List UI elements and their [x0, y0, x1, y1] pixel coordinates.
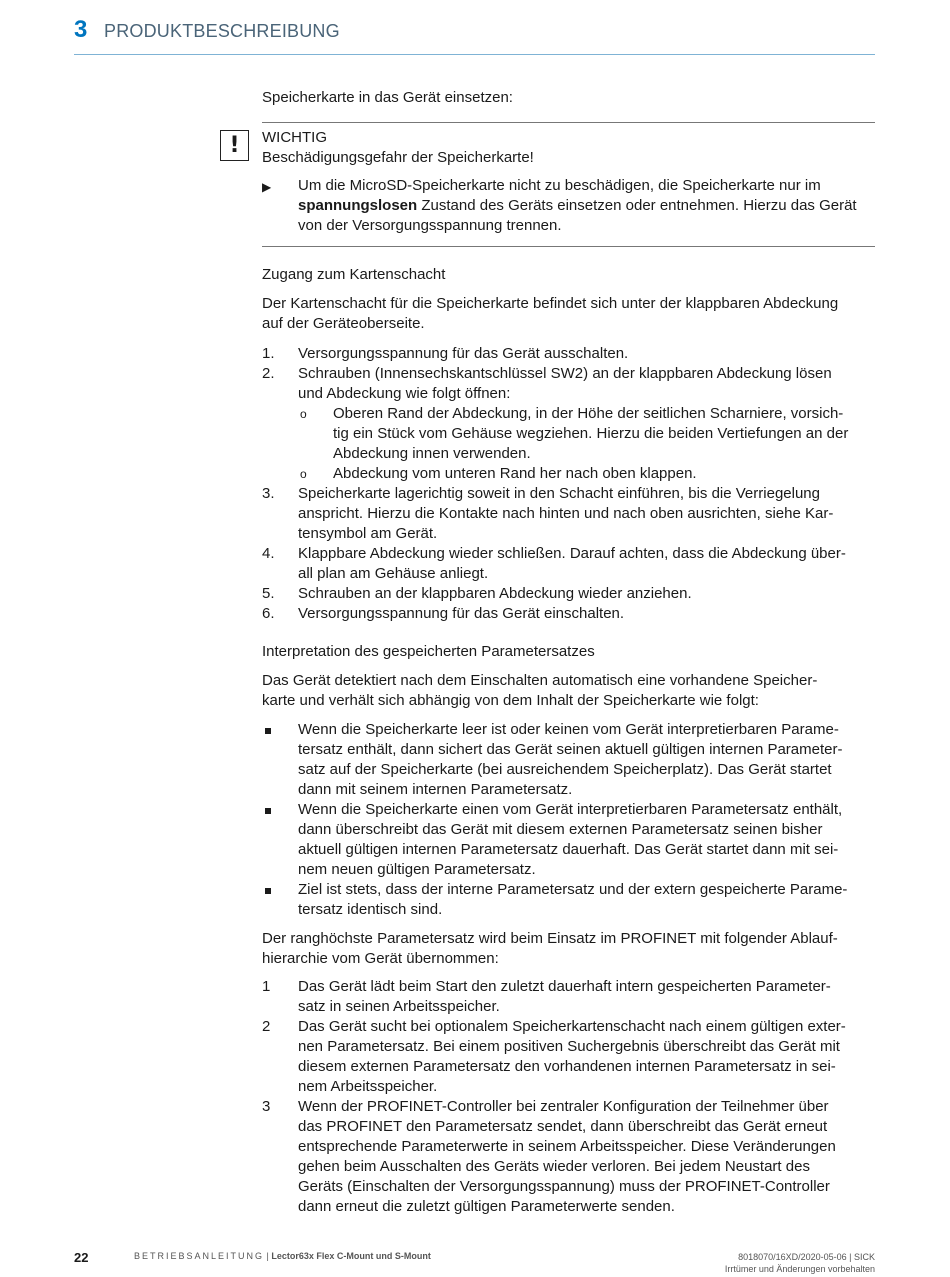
insert-heading: Speicherkarte in das Gerät einsetzen:	[262, 89, 513, 106]
page-header	[74, 14, 875, 55]
hierarchy-line: Wenn der PROFINET-Controller bei zentraler Konfiguration der Teilnehmer über	[298, 1098, 829, 1115]
substep-marker: o	[300, 407, 307, 421]
notice-line-3: von der Versorgungsspannung trennen.	[298, 217, 562, 234]
page-number: 22	[74, 1250, 89, 1265]
step-line: Versorgungsspannung für das Gerät ausschalten.	[298, 345, 629, 362]
step-line: Versorgungsspannung für das Gerät einschalten.	[298, 605, 625, 622]
hierarchy-line: entsprechende Parameterwerte in seinem Arbeitsspeicher. Diese Veränderungen	[298, 1138, 836, 1155]
hierarchy-line: diesem externen Parametersatz den vorhandenen internen Parametersatz in sei-	[298, 1058, 836, 1075]
chapter-number: 3	[74, 16, 88, 43]
bullet-line: Wenn die Speicherkarte einen vom Gerät interpretierbaren Parametersatz enthält,	[298, 801, 843, 818]
notice-line-2	[298, 196, 876, 216]
hierarchy-number: 1	[262, 978, 271, 995]
intro-line: karte und verhält sich abhängig von dem Inhalt der Speicherkarte wie folgt:	[262, 692, 759, 709]
notice-bottom-rule	[262, 246, 875, 247]
bullet-line: Wenn die Speicherkarte leer ist oder keinen vom Gerät interpretierbaren Parame-	[298, 721, 839, 738]
hierarchy-intro-line: hierarchie vom Gerät übernommen:	[262, 950, 499, 967]
bullet-line: tersatz identisch sind.	[298, 901, 443, 918]
step-line: anspricht. Hierzu die Kontakte nach hinten und nach oben ausrichten, siehe Kar-	[298, 505, 834, 522]
footer-product: Lector63x Flex C-Mount und S-Mount	[271, 1251, 431, 1261]
substep-line: Oberen Rand der Abdeckung, in der Höhe der seitlichen Scharniere, vorsich-	[333, 405, 844, 422]
substep-line: tig ein Stück vom Gehäuse wegziehen. Hierzu die beiden Vertiefungen an der	[333, 425, 849, 442]
access-heading: Zugang zum Kartenschacht	[262, 266, 446, 283]
hierarchy-line: gehen beim Ausschalten des Geräts wieder verloren. Bei jedem Neustart des	[298, 1158, 810, 1175]
notice-emphasis: spannungslosen	[298, 197, 418, 214]
square-bullet-icon	[265, 888, 271, 894]
step-number: 3.	[262, 485, 275, 502]
footer-doc-type: BETRIEBSANLEITUNG	[134, 1251, 265, 1261]
footer-separator: |	[264, 1251, 272, 1261]
step-line: all plan am Gehäuse anliegt.	[298, 565, 489, 582]
step-line: tensymbol am Gerät.	[298, 525, 438, 542]
notice-line-2-rest: Zustand des Geräts einsetzen oder entnehmen. Hierzu das Gerät	[417, 197, 857, 214]
substep-marker: o	[300, 467, 307, 481]
footer-right	[725, 1251, 875, 1275]
footer-doc-info	[134, 1251, 431, 1261]
notice-bullet	[262, 176, 876, 236]
footer-disclaimer: Irrtümer und Änderungen vorbehalten	[724, 1264, 875, 1274]
bullet-line: aktuell gültigen internen Parametersatz dauerhaft. Das Gerät startet dann mit sei-	[298, 841, 839, 858]
step-line: und Abdeckung wie folgt öffnen:	[298, 385, 511, 402]
access-intro-line: auf der Geräteoberseite.	[262, 315, 425, 332]
hierarchy-line: Das Gerät sucht bei optionalem Speicherkartenschacht nach einem gültigen exter-	[298, 1018, 846, 1035]
access-intro-line: Der Kartenschacht für die Speicherkarte befindet sich unter der klappbaren Abdeckung	[262, 295, 839, 312]
square-bullet-icon	[265, 808, 271, 814]
notice-line-1: Um die MicroSD-Speicherkarte nicht zu beschädigen, die Speicherkarte nur im	[298, 177, 821, 194]
hierarchy-number: 3	[262, 1098, 271, 1115]
substep-line: Abdeckung innen verwenden.	[333, 445, 531, 462]
step-line: Speicherkarte lagerichtig soweit in den Schacht einführen, bis die Verriegelung	[298, 485, 820, 502]
step-line: Schrauben an der klappbaren Abdeckung wieder anziehen.	[298, 585, 692, 602]
square-bullet-icon	[265, 728, 271, 734]
footer-doc-id: 8018070/16XD/2020-05-06 | SICK	[738, 1252, 875, 1262]
bullet-line: nem neuen gültigen Parametersatz.	[298, 861, 536, 878]
interpretation-intro	[262, 671, 876, 711]
hierarchy-line: satz in seinen Arbeitsspeicher.	[298, 998, 500, 1015]
access-intro	[262, 294, 876, 334]
notice-title: Beschädigungsgefahr der Speicherkarte!	[262, 149, 534, 166]
hierarchy-intro-line: Der ranghöchste Parametersatz wird beim Einsatz im PROFINET mit folgender Ablauf-	[262, 930, 838, 947]
bullet-arrow-icon: ▶	[262, 180, 272, 194]
hierarchy-line: dann erneut die zuletzt gültigen Parameterwerte senden.	[298, 1198, 675, 1215]
hierarchy-line: nen Parametersatz. Bei einem positiven Suchergebnis überschreibt das Gerät mit	[298, 1038, 840, 1055]
hierarchy-line: Das Gerät lädt beim Start den zuletzt dauerhaft intern gespeicherten Parameter-	[298, 978, 831, 995]
step-number: 6.	[262, 605, 275, 622]
notice-label: WICHTIG	[262, 129, 327, 146]
bullet-line: dann mit seinem internen Parametersatz.	[298, 781, 573, 798]
step-number: 1.	[262, 345, 275, 362]
hierarchy-line: nem Arbeitsspeicher.	[298, 1078, 438, 1095]
interpretation-heading: Interpretation des gespeicherten Parametersatzes	[262, 643, 595, 660]
hierarchy-line: das PROFINET den Parametersatz sendet, dann überschreibt das Gerät erneut	[298, 1118, 828, 1135]
step-number: 2.	[262, 365, 275, 382]
chapter-title: PRODUKTBESCHREIBUNG	[104, 21, 340, 41]
bullet-line: Ziel ist stets, dass der interne Parametersatz und der extern gespeicherte Parame-	[298, 881, 848, 898]
bullet-line: dann überschreibt das Gerät mit diesem externen Parametersatz seinen bisher	[298, 821, 823, 838]
substep-line: Abdeckung vom unteren Rand her nach oben klappen.	[333, 465, 697, 482]
hierarchy-intro	[262, 929, 876, 969]
step-line: Schrauben (Innensechskantschlüssel SW2) an der klappbaren Abdeckung lösen	[298, 365, 832, 382]
step-number: 4.	[262, 545, 275, 562]
exclamation-icon: !	[220, 130, 249, 161]
notice-top-rule	[262, 122, 875, 123]
bullet-line: tersatz enthält, dann sichert das Gerät seinen aktuell gültigen internen Parameter-	[298, 741, 843, 758]
hierarchy-number: 2	[262, 1018, 271, 1035]
step-line: Klappbare Abdeckung wieder schließen. Darauf achten, dass die Abdeckung über-	[298, 545, 846, 562]
intro-line: Das Gerät detektiert nach dem Einschalten automatisch eine vorhandene Speicher-	[262, 672, 818, 689]
hierarchy-line: Geräts (Einschalten der Versorgungsspannung) muss der PROFINET-Controller	[298, 1178, 830, 1195]
bullet-line: satz auf der Speicherkarte (bei ausreichendem Speicherplatz). Das Gerät startet	[298, 761, 832, 778]
step-number: 5.	[262, 585, 275, 602]
